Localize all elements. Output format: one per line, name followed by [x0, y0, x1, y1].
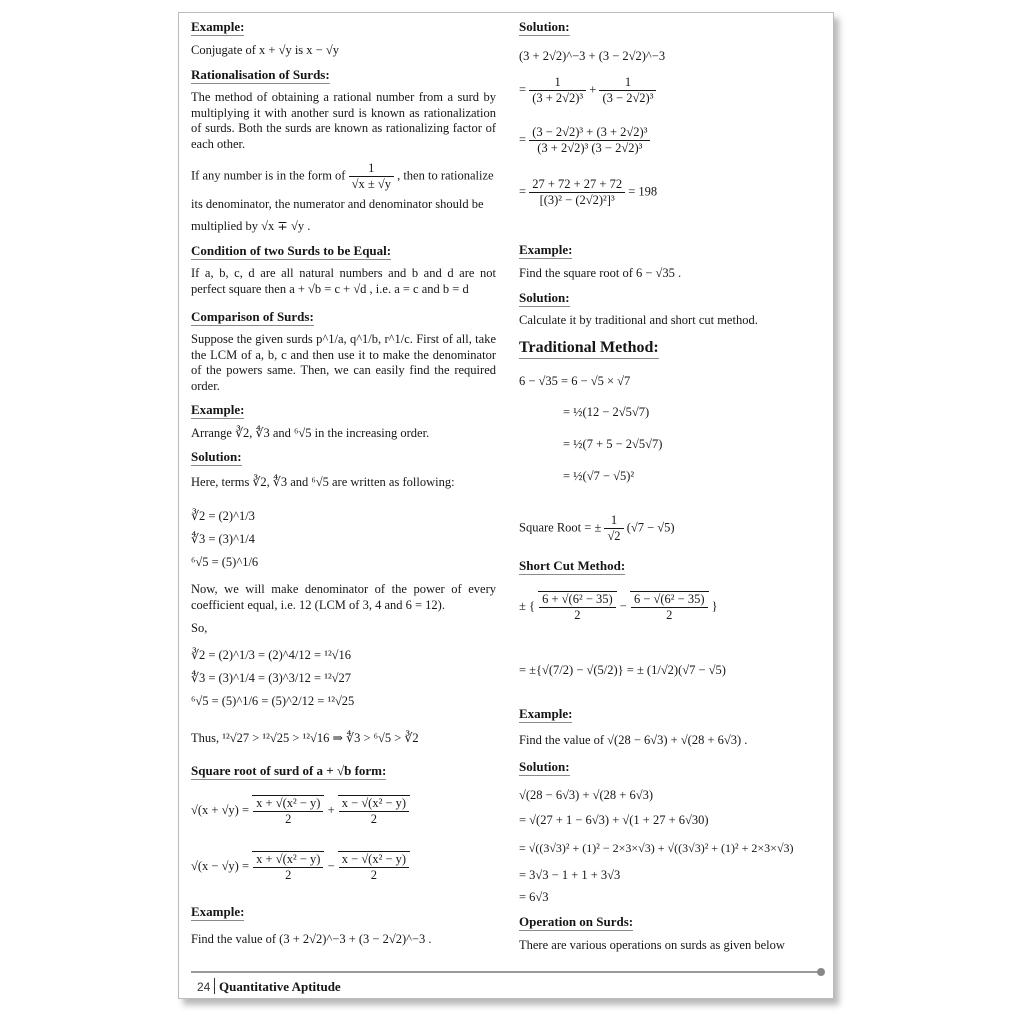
formula-minus-term2-num: x − √(x² − y)	[339, 852, 409, 868]
solution-step-1: (3 + 2√2)^−3 + (3 − 2√2)^−3	[519, 49, 666, 63]
square-root-heading: Square root of surd of a + √b form:	[191, 763, 387, 778]
comparison-heading: Comparison of Surds:	[191, 309, 314, 324]
value-step-5: = 6√3	[519, 890, 549, 904]
formula-minus-operator: −	[327, 858, 335, 873]
square-root-fraction-den: √2	[607, 529, 621, 543]
formula-minus-term2-den: 2	[370, 868, 378, 882]
short-cut-fraction-1-num: 6 + √(6² − 35)	[539, 592, 616, 608]
document-page	[178, 12, 834, 999]
plus-sign: +	[589, 82, 597, 97]
formula-minus-term2-root	[338, 851, 410, 883]
condition-heading: Condition of two Surds to be Equal:	[191, 243, 392, 258]
find-value-line: Find the value of (3 + 2√2)^−3 + (3 − 2√2)^−3 .	[191, 932, 432, 946]
calculate-line: Calculate it by traditional and short cut method.	[519, 313, 758, 327]
rationalize-line-3: multiplied by √x ∓ √y .	[191, 219, 311, 233]
solution-step-4	[519, 177, 657, 208]
formula-minus-term1	[253, 852, 323, 883]
short-cut-heading: Short Cut Method:	[519, 558, 626, 573]
short-cut-fraction-2-num: 6 − √(6² − 35)	[631, 592, 708, 608]
example-heading: Example:	[191, 402, 245, 417]
form-fraction-denominator: √x ± √y	[351, 177, 391, 191]
operation-heading: Operation on Surds:	[519, 914, 634, 929]
solution-heading: Solution:	[519, 290, 570, 305]
footer-separator	[214, 978, 215, 994]
rationalize-line-2: its denominator, the numerator and denominator should be	[191, 197, 484, 211]
formula-minus-term1-root	[252, 851, 324, 883]
short-cut-step-2: = ±{√(7/2) − √(5/2)} = ± (1/√2)(√7 − √5)	[519, 663, 726, 677]
value-step-3: = √((3√3)² + (1)² − 2×3×√3) + √((3√3)² + (1)² + 2×3×√3)	[519, 841, 794, 855]
form-prefix: If any number is in the form of	[191, 168, 346, 183]
short-cut-root-1	[538, 591, 617, 623]
square-root-label: Square Root = ±	[519, 520, 602, 535]
rationalisation-paragraph: The method of obtaining a rational number from a surd by multiplying it with another surd is known as rationalization of surds. Both the surds are known as rationalizing factor of each other.	[191, 90, 496, 151]
rationalisation-heading: Rationalisation of Surds:	[191, 67, 330, 82]
formula-minus-term1-num: x + √(x² − y)	[253, 852, 323, 868]
formula-plus-term1	[253, 796, 323, 827]
arrange-line: Arrange ∛2, ∜3 and ⁶√5 in the increasing order.	[191, 426, 430, 440]
conjugate-line: Conjugate of x + √y is x − √y	[191, 43, 339, 57]
example-heading: Example:	[519, 242, 573, 257]
now-paragraph: Now, we will make denominator of the power of every coefficient equal, i.e. 12 (LCM of 3, 4 and 6 = 12).	[191, 582, 496, 612]
form-fraction	[349, 161, 394, 192]
step2-fraction-2	[599, 75, 656, 106]
formula-minus	[191, 851, 410, 883]
equation-cube-root-2: ∛2 = (2)^1/3	[191, 509, 255, 523]
equation-so-3: ⁶√5 = (5)^1/6 = (5)^2/12 = ¹²√25	[191, 694, 355, 708]
value-step-4: = 3√3 − 1 + 1 + 3√3	[519, 868, 621, 882]
formula-plus	[191, 795, 410, 827]
formula-plus-lhs: √(x + √y) =	[191, 802, 250, 817]
equation-fourth-root-3: ∜3 = (3)^1/4	[191, 532, 255, 546]
value-step-1: √(28 − 6√3) + √(28 + 6√3)	[519, 788, 653, 802]
square-root-fraction	[604, 513, 623, 544]
comparison-paragraph: Suppose the given surds p^1/a, q^1/b, r^1/c. First of all, take the LCM of a, b, c and then use it to make the denominator of the powers same. Then, we can easily find the required order.	[191, 332, 496, 393]
traditional-method-heading: Traditional Method:	[519, 339, 659, 359]
operation-line: There are various operations on surds as given below	[519, 938, 785, 952]
step3-fraction-den: (3 + 2√2)³ (3 − 2√2)³	[537, 141, 643, 155]
example-heading: Example:	[191, 19, 245, 34]
equation-so-1: ∛2 = (2)^1/3 = (2)^4/12 = ¹²√16	[191, 648, 352, 662]
footer-rule-end-dot	[817, 968, 825, 976]
formula-plus-term2-den: 2	[370, 812, 378, 826]
traditional-step-4: = ½(√7 − √5)²	[563, 469, 635, 483]
short-cut-fraction-1-den: 2	[574, 608, 581, 622]
step3-fraction-num: (3 − 2√2)³ + (3 + 2√2)³	[529, 125, 650, 141]
form-suffix: , then to rationalize	[397, 168, 494, 183]
thus-line: Thus, ¹²√27 > ¹²√25 > ¹²√16 ⇒ ∜3 > ⁶√5 > ∛2	[191, 731, 419, 745]
page-number: 24	[197, 980, 211, 994]
short-cut-root-2	[630, 591, 709, 623]
solution-heading: Solution:	[191, 449, 242, 464]
formula-plus-term2-root	[338, 795, 410, 827]
value-step-2: = √(27 + 1 − 6√3) + √(1 + 27 + 6√30)	[519, 813, 709, 827]
form-fraction-numerator: 1	[349, 161, 394, 177]
rationalize-form-line	[191, 161, 494, 192]
traditional-step-2: = ½(12 − 2√5√7)	[563, 405, 650, 419]
closing-brace: }	[711, 598, 718, 613]
equals-sign: =	[519, 82, 527, 97]
so-line: So,	[191, 621, 208, 635]
step2-fraction-1	[529, 75, 586, 106]
condition-paragraph: If a, b, c, d are all natural numbers and b and d are not perfect square then a + √b = c + √d , i.e. a = c and b = d	[191, 266, 496, 296]
square-root-fraction-num: 1	[604, 513, 623, 529]
solution-step-2	[519, 75, 656, 106]
formula-minus-term2	[339, 852, 409, 883]
book-title: Quantitative Aptitude	[219, 979, 341, 994]
plus-minus-sign: ± {	[519, 598, 535, 613]
traditional-step-3: = ½(7 + 5 − 2√5√7)	[563, 437, 663, 451]
solution-step-3	[519, 125, 650, 156]
formula-plus-term1-root	[252, 795, 324, 827]
equation-sixth-root-5: ⁶√5 = (5)^1/6	[191, 555, 259, 569]
step4-fraction	[529, 177, 625, 208]
solution-heading: Solution:	[519, 759, 570, 774]
formula-plus-operator: +	[327, 802, 335, 817]
formula-plus-term2	[339, 796, 409, 827]
square-root-result	[519, 513, 675, 544]
equals-sign: =	[519, 132, 527, 147]
footer-rule	[191, 971, 821, 973]
formula-plus-term1-den: 2	[285, 812, 292, 826]
minus-sign: −	[619, 598, 627, 613]
step2-fraction-1-den: (3 + 2√2)³	[532, 91, 584, 105]
step4-result: = 198	[628, 184, 658, 199]
find-square-root-line: Find the square root of 6 − √35 .	[519, 266, 682, 280]
traditional-step-1: 6 − √35 = 6 − √5 × √7	[519, 374, 631, 388]
short-cut-fraction-2-den: 2	[666, 608, 673, 622]
step4-fraction-den: [(3)² − (2√2)²]³	[539, 193, 615, 207]
step4-fraction-num: 27 + 72 + 27 + 72	[529, 177, 625, 193]
square-root-rest: (√7 − √5)	[626, 520, 675, 535]
step2-fraction-2-num: 1	[599, 75, 656, 91]
short-cut-fraction-1	[539, 592, 616, 623]
step3-fraction	[529, 125, 650, 156]
solution-heading: Solution:	[519, 19, 570, 34]
formula-minus-lhs: √(x − √y) =	[191, 858, 250, 873]
equation-so-2: ∜3 = (3)^1/4 = (3)^3/12 = ¹²√27	[191, 671, 352, 685]
step2-fraction-2-den: (3 − 2√2)³	[602, 91, 654, 105]
find-value-2-line: Find the value of √(28 − 6√3) + √(28 + 6√3) .	[519, 733, 748, 747]
short-cut-step-1	[519, 591, 718, 623]
formula-minus-term1-den: 2	[285, 868, 292, 882]
equals-sign: =	[519, 184, 527, 199]
example-heading: Example:	[191, 904, 245, 919]
step2-fraction-1-num: 1	[529, 75, 586, 91]
short-cut-fraction-2	[631, 592, 708, 623]
terms-line: Here, terms ∛2, ∜3 and ⁶√5 are written as following:	[191, 475, 455, 489]
example-heading: Example:	[519, 706, 573, 721]
formula-plus-term2-num: x − √(x² − y)	[339, 796, 409, 812]
formula-plus-term1-num: x + √(x² − y)	[253, 796, 323, 812]
